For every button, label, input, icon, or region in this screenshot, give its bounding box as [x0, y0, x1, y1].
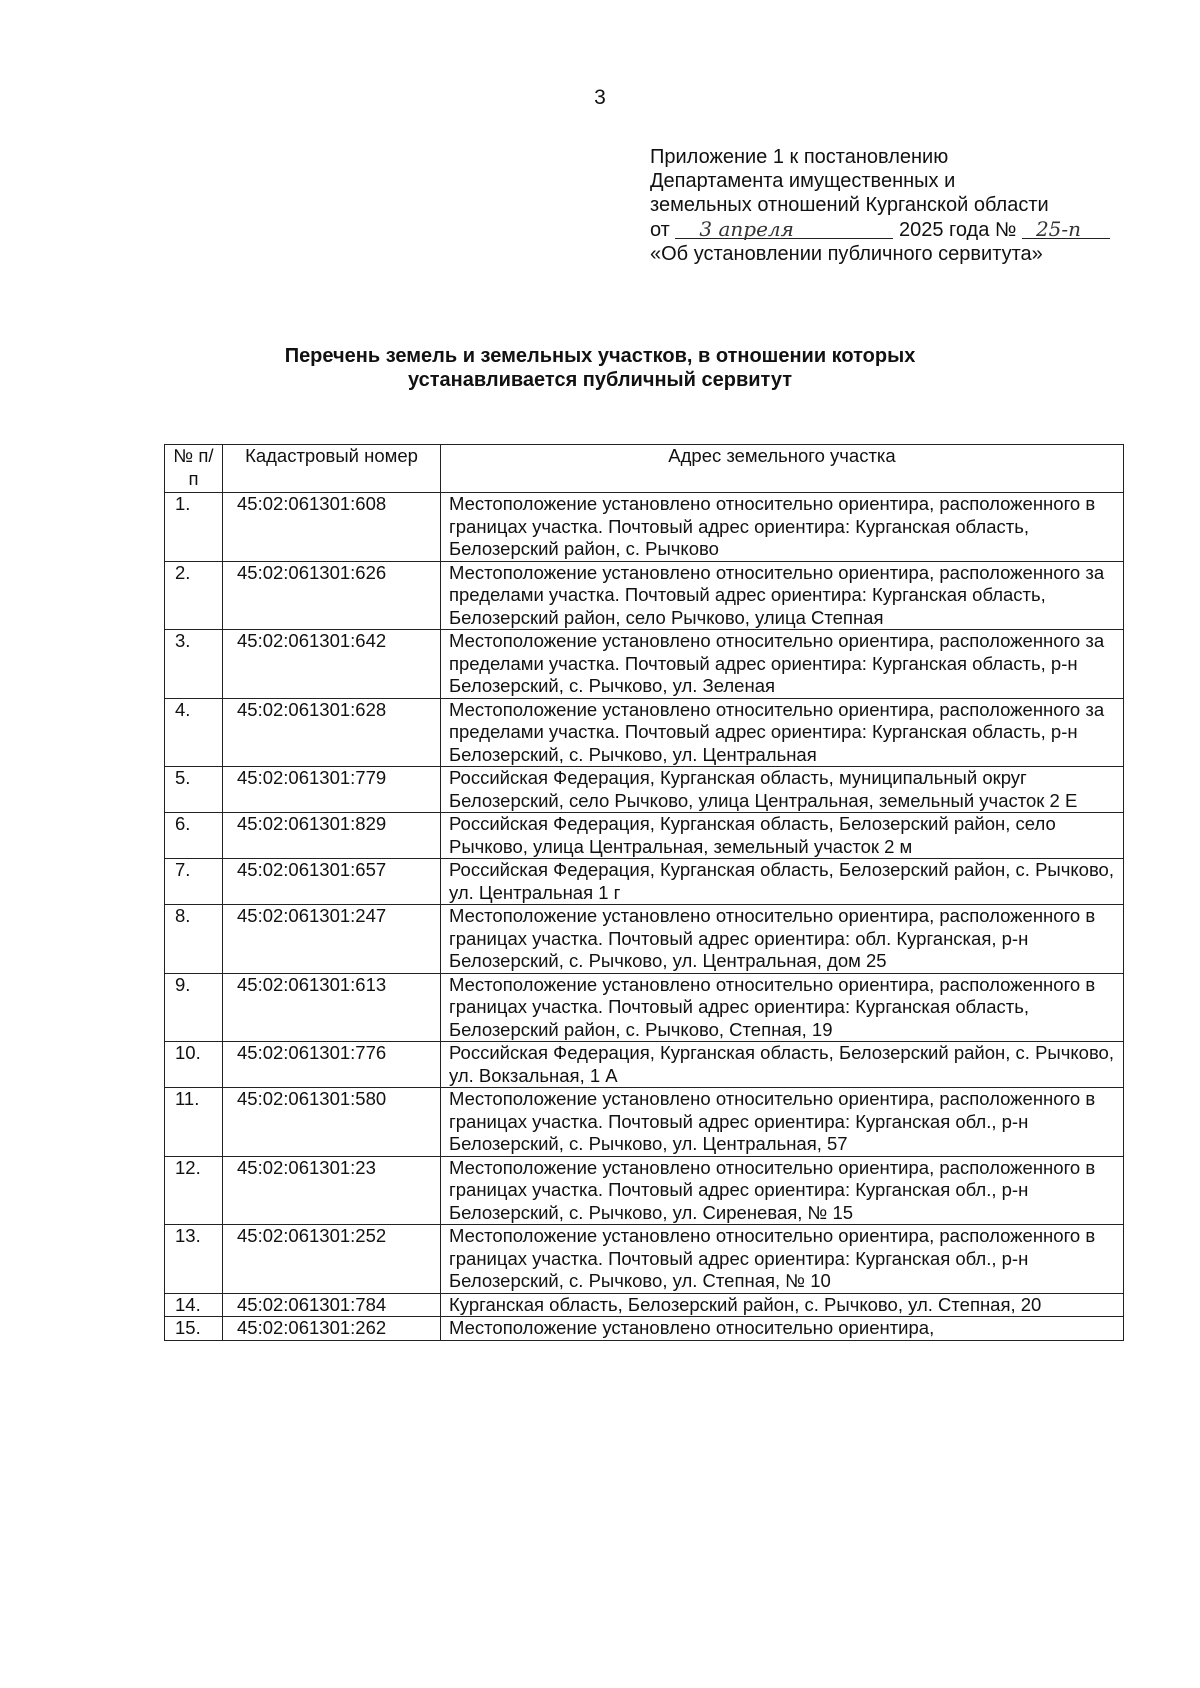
handwritten-number: 25-п	[1022, 217, 1110, 239]
year-text: 2025 года №	[898, 219, 1017, 241]
table-row	[165, 905, 1124, 974]
table-row	[165, 1225, 1124, 1294]
cadastral-number: 45:02:061301:784	[223, 1293, 441, 1317]
row-number: 14.	[165, 1293, 223, 1317]
from-label: от	[650, 219, 670, 241]
row-number: 8.	[165, 905, 223, 974]
document-title	[0, 344, 1200, 392]
table-row	[165, 1042, 1124, 1088]
row-number: 12.	[165, 1156, 223, 1225]
row-number: 6.	[165, 813, 223, 859]
cadastral-number: 45:02:061301:626	[223, 561, 441, 630]
plot-address: Местоположение установлено относительно ориентира, расположенного в границах участка. Почтовый адрес ориентира: Курганская область, Белозерский район, с. Рычково	[441, 493, 1124, 562]
cadastral-number: 45:02:061301:657	[223, 859, 441, 905]
cadastral-number: 45:02:061301:642	[223, 630, 441, 699]
appendix-subject: «Об установлении публичного сервитута»	[650, 243, 1043, 265]
cadastral-number: 45:02:061301:247	[223, 905, 441, 974]
row-number: 5.	[165, 767, 223, 813]
table-header-row	[165, 445, 1124, 493]
handwritten-date: 3 апреля	[675, 217, 893, 239]
plot-address: Российская Федерация, Курганская область, Белозерский район, с. Рычково, ул. Центральная 1 г	[441, 859, 1124, 905]
appendix-line-2: Департамента имущественных и	[650, 170, 956, 192]
cadastral-number: 45:02:061301:628	[223, 698, 441, 767]
table-row	[165, 973, 1124, 1042]
row-number: 10.	[165, 1042, 223, 1088]
land-plots-table	[164, 444, 1124, 1341]
plot-address: Курганская область, Белозерский район, с. Рычково, ул. Степная, 20	[441, 1293, 1124, 1317]
cadastral-number: 45:02:061301:779	[223, 767, 441, 813]
cadastral-number: 45:02:061301:23	[223, 1156, 441, 1225]
cadastral-number: 45:02:061301:262	[223, 1317, 441, 1341]
header-cadastral: Кадастровый номер	[223, 445, 441, 493]
plot-address: Российская Федерация, Курганская область, Белозерский район, с. Рычково, ул. Вокзальная, 1 А	[441, 1042, 1124, 1088]
row-number: 11.	[165, 1088, 223, 1157]
plot-address: Местоположение установлено относительно ориентира, расположенного в границах участка. Почтовый адрес ориентира: обл. Курганская, р-н Белозерский, с. Рычково, ул. Центральная, дом 25	[441, 905, 1124, 974]
row-number: 7.	[165, 859, 223, 905]
table-row	[165, 1156, 1124, 1225]
table-row	[165, 630, 1124, 699]
plot-address: Российская Федерация, Курганская область, муниципальный округ Белозерский, село Рычково, улица Центральная, земельный участок 2 Е	[441, 767, 1124, 813]
header-address: Адрес земельного участка	[441, 445, 1124, 493]
cadastral-number: 45:02:061301:613	[223, 973, 441, 1042]
title-line-2: устанавливается публичный сервитут	[408, 369, 792, 391]
table-body	[165, 493, 1124, 1341]
cadastral-number: 45:02:061301:608	[223, 493, 441, 562]
row-number: 13.	[165, 1225, 223, 1294]
plot-address: Местоположение установлено относительно ориентира, расположенного в границах участка. Почтовый адрес ориентира: Курганская область, Белозерский район, с. Рычково, Степная, 19	[441, 973, 1124, 1042]
plot-address: Местоположение установлено относительно ориентира, расположенного в границах участка. Почтовый адрес ориентира: Курганская обл., р-н Белозерский, с. Рычково, ул. Сиреневая, № 15	[441, 1156, 1124, 1225]
cadastral-number: 45:02:061301:776	[223, 1042, 441, 1088]
row-number: 15.	[165, 1317, 223, 1341]
cadastral-number: 45:02:061301:252	[223, 1225, 441, 1294]
table-row	[165, 1293, 1124, 1317]
plot-address: Российская Федерация, Курганская область, Белозерский район, село Рычково, улица Центральная, земельный участок 2 м	[441, 813, 1124, 859]
appendix-line-3: земельных отношений Курганской области	[650, 194, 1049, 216]
plot-address: Местоположение установлено относительно ориентира, расположенного в границах участка. Почтовый адрес ориентира: Курганская обл., р-н Белозерский, с. Рычково, ул. Центральная, 57	[441, 1088, 1124, 1157]
title-line-1: Перечень земель и земельных участков, в отношении которых	[284, 345, 916, 367]
row-number: 3.	[165, 630, 223, 699]
table-row	[165, 813, 1124, 859]
table-row	[165, 767, 1124, 813]
appendix-line-1: Приложение 1 к постановлению	[650, 146, 949, 168]
plot-address: Местоположение установлено относительно ориентира, расположенного за пределами участка. Почтовый адрес ориентира: Курганская область, Белозерский район, село Рычково, улица Степная	[441, 561, 1124, 630]
table-row	[165, 493, 1124, 562]
row-number: 2.	[165, 561, 223, 630]
plot-address: Местоположение установлено относительно ориентира, расположенного в границах участка. Почтовый адрес ориентира: Курганская обл., р-н Белозерский, с. Рычково, ул. Степная, № 10	[441, 1225, 1124, 1294]
cadastral-number: 45:02:061301:580	[223, 1088, 441, 1157]
row-number: 4.	[165, 698, 223, 767]
cadastral-number: 45:02:061301:829	[223, 813, 441, 859]
page-number: 3	[594, 86, 606, 109]
table-row	[165, 1088, 1124, 1157]
header-number: № п/п	[165, 445, 223, 493]
table-row	[165, 859, 1124, 905]
table-row	[165, 698, 1124, 767]
plot-address: Местоположение установлено относительно ориентира, расположенного за пределами участка. Почтовый адрес ориентира: Курганская область, р-н Белозерский, с. Рычково, ул. Зеленая	[441, 630, 1124, 699]
table-row	[165, 561, 1124, 630]
plot-address: Местоположение установлено относительно ориентира, расположенного за пределами участка. Почтовый адрес ориентира: Курганская область, р-н Белозерский, с. Рычково, ул. Центральная	[441, 698, 1124, 767]
appendix-block	[650, 145, 1170, 266]
row-number: 9.	[165, 973, 223, 1042]
plot-address: Местоположение установлено относительно ориентира,	[441, 1317, 1124, 1341]
appendix-date-line	[650, 217, 1170, 242]
table-row	[165, 1317, 1124, 1341]
row-number: 1.	[165, 493, 223, 562]
